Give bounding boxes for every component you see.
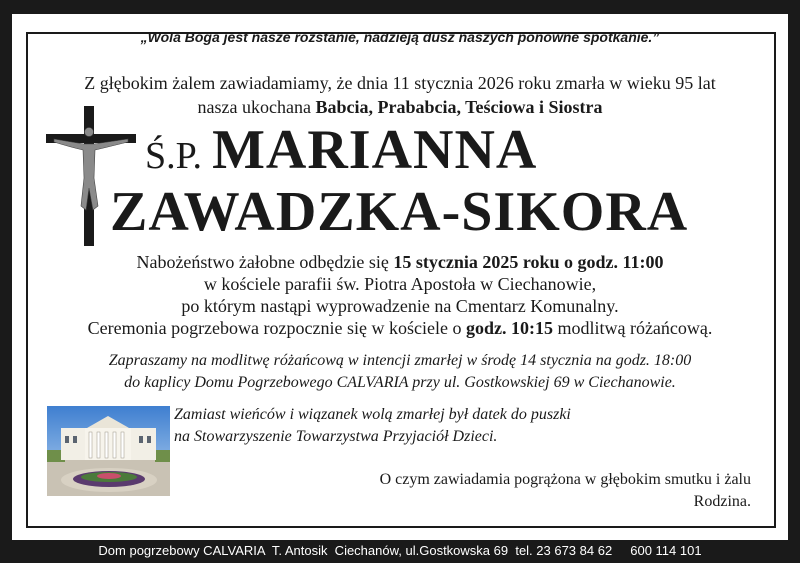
service-line-4-suffix: modlitwą różańcową. [552, 318, 713, 338]
service-line-1-prefix: Nabożeństwo żałobne odbędzie się [136, 252, 394, 272]
invitation-line-1: Zapraszamy na modlitwę różańcową w intencji zmarłej w środę 14 stycznia na godz. 18:00 [108, 352, 692, 369]
closing-line-1: O czym zawiadamia pogrążona w głębokim smutku i żalu [379, 471, 751, 488]
service-line-2: w kościele parafii św. Piotra Apostoła w Ciechanowie, [203, 274, 597, 294]
deceased-first-name-line [145, 118, 537, 182]
donation-line-2: na Stowarzyszenie Towarzystwa Przyjaciół Dzieci. [174, 428, 498, 445]
deceased-prefix: Ś.P. [145, 135, 203, 177]
invitation-line-2: do kaplicy Domu Pogrzebowego CALVARIA przy ul. Gostkowskiej 69 w Ciechanowie. [124, 374, 676, 391]
ceremony-time: godz. 10:15 [465, 318, 553, 338]
announcement-line-1: Z głębokim żalem zawiadamiamy, że dnia 11 stycznia 2026 roku zmarła w wieku 95 lat [84, 73, 716, 93]
motto-quote: „Wola Boga jest nasze rozstanie, nadzieją dusz naszych ponowne spotkanie.” [140, 29, 660, 45]
funeral-home-building-photo [47, 406, 170, 496]
relation-list: Babcia, Prababcia, Teściowa i Siostra [315, 97, 603, 117]
deceased-first-name: MARIANNA [212, 119, 538, 181]
service-date: 15 stycznia 2025 roku o godz. 11:00 [393, 252, 664, 272]
closing-signature: Rodzina. [693, 493, 751, 510]
service-line-4 [0, 318, 800, 339]
service-line-3: po którym nastąpi wyprowadzenie na Cmentarz Komunalny. [181, 296, 619, 316]
footer-contact-info: Dom pogrzebowy CALVARIA T. Antosik Ciechanów, ul.Gostkowska 69 tel. 23 673 84 62 600 114 101 [98, 543, 702, 558]
deceased-last-name: ZAWADZKA-SIKORA [110, 181, 689, 243]
donation-line-1: Zamiast wieńców i wiązanek wolą zmarłej był datek do puszki [174, 406, 571, 423]
service-line-4-prefix: Ceremonia pogrzebowa rozpocznie się w kościele o [87, 318, 466, 338]
announcement-line-2-prefix: nasza ukochana [197, 97, 316, 117]
service-line-1 [0, 252, 800, 273]
